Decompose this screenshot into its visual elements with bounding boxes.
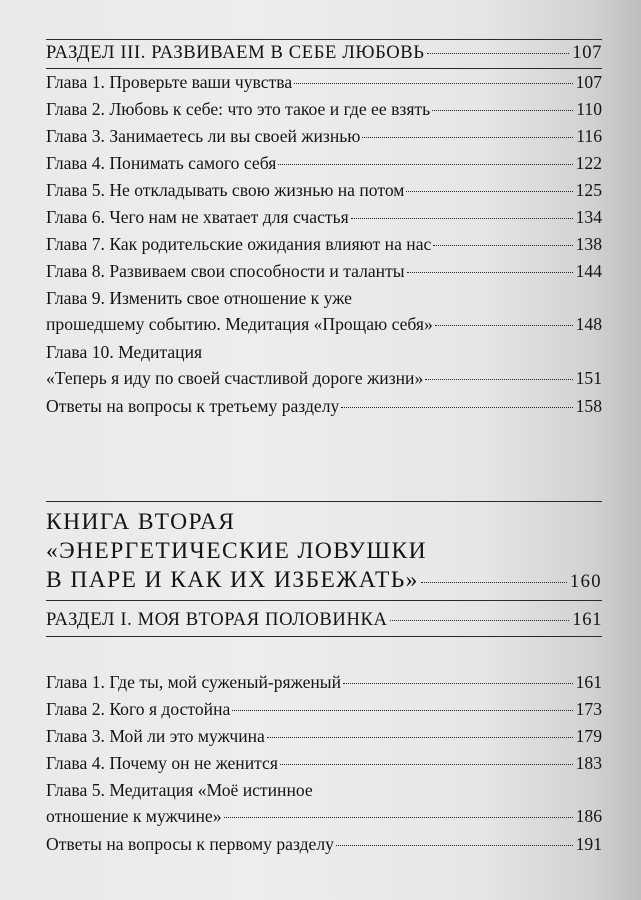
- section-rule-bottom: [46, 636, 602, 637]
- dot-leader: [351, 218, 573, 219]
- toc-entry: [46, 696, 602, 722]
- page-number: 107: [575, 72, 602, 92]
- dot-leader: [294, 83, 572, 84]
- entry-title: Глава 6. Чего нам не хватает для счастья: [46, 207, 349, 227]
- page-number: 183: [575, 753, 602, 773]
- toc-entry: [46, 177, 602, 203]
- book-title-line-1: КНИГА ВТОРАЯ: [46, 509, 236, 535]
- dot-leader: [362, 137, 573, 138]
- entry-title: Ответы на вопросы к первому разделу: [46, 834, 334, 854]
- toc-entry: [46, 231, 602, 257]
- dot-leader: [267, 737, 573, 738]
- entry-title: Глава 3. Мой ли это мужчина: [46, 726, 265, 746]
- dot-leader: [427, 53, 570, 54]
- entry-title: Глава 2. Любовь к себе: что это такое и где ее взять: [46, 99, 431, 119]
- dot-leader: [232, 710, 572, 711]
- page-number: 161: [572, 609, 602, 630]
- entry-title: Глава 1. Где ты, мой суженый-ряженый: [46, 672, 342, 692]
- toc-entry: [46, 723, 602, 749]
- entry-title-line-2: отношение к мужчине»: [46, 806, 222, 826]
- section-title: РАЗДЕЛ III. РАЗВИВАЕМ В СЕБЕ ЛЮБОВЬ: [46, 42, 425, 63]
- dot-leader: [435, 325, 573, 326]
- dot-leader: [425, 379, 572, 380]
- dot-leader: [433, 245, 572, 246]
- toc-entry: [46, 204, 602, 230]
- entry-title: Глава 5. Не откладывать свою жизнью на потом: [46, 180, 405, 200]
- dot-leader: [280, 764, 573, 765]
- page-number: 107: [572, 42, 602, 63]
- page-number: 173: [575, 699, 602, 719]
- toc-entry: [46, 339, 602, 391]
- book-title-line-2: «ЭНЕРГЕТИЧЕСКИЕ ЛОВУШКИ: [46, 538, 427, 564]
- entry-title: Глава 8. Развиваем свои способности и таланты: [46, 261, 405, 281]
- page-number: 158: [575, 396, 602, 416]
- dot-leader: [278, 164, 572, 165]
- toc-entry: [46, 69, 602, 95]
- page-number: 144: [575, 261, 602, 281]
- toc-entry: [46, 285, 602, 337]
- page-number: 110: [576, 99, 602, 119]
- page-number: 134: [575, 207, 602, 227]
- page-number: 148: [575, 314, 602, 334]
- toc-entry: [46, 258, 602, 284]
- book-rule-top: [46, 501, 602, 502]
- page-number: 179: [575, 726, 602, 746]
- page-number: 151: [575, 368, 602, 388]
- entry-title: Ответы на вопросы к третьему разделу: [46, 396, 340, 416]
- entry-title: Глава 4. Понимать самого себя: [46, 153, 277, 173]
- page-number: 138: [575, 234, 602, 254]
- toc-entry: [46, 669, 602, 695]
- page-number: 125: [575, 180, 602, 200]
- dot-leader: [224, 817, 573, 818]
- dot-leader: [406, 191, 572, 192]
- table-of-contents: [46, 0, 602, 900]
- page-number: 191: [575, 834, 602, 854]
- entry-title-line-2: «Теперь я иду по своей счастливой дороге жизни»: [46, 368, 424, 388]
- section-heading: [46, 606, 602, 634]
- entry-title: Глава 7. Как родительские ожидания влияют на нас: [46, 234, 432, 254]
- entry-title: Глава 1. Проверьте ваши чувства: [46, 72, 293, 92]
- entry-title-line-1: Глава 5. Медитация «Моё истинное: [46, 780, 313, 800]
- dot-leader: [336, 845, 573, 846]
- toc-entry: [46, 831, 602, 857]
- toc-entry: [46, 393, 602, 419]
- entry-title: Глава 2. Кого я достойна: [46, 699, 231, 719]
- dot-leader: [341, 407, 572, 408]
- dot-leader: [343, 683, 573, 684]
- book-heading: [46, 508, 602, 596]
- page-number: 116: [576, 126, 602, 146]
- dot-leader: [390, 620, 570, 621]
- toc-entry: [46, 750, 602, 776]
- dot-leader: [421, 582, 567, 583]
- section-title: РАЗДЕЛ I. МОЯ ВТОРАЯ ПОЛОВИНКА: [46, 609, 388, 630]
- toc-entry: [46, 96, 602, 122]
- dot-leader: [407, 272, 573, 273]
- entry-title-line-1: Глава 9. Изменить свое отношение к уже: [46, 288, 352, 308]
- page-number: 122: [575, 153, 602, 173]
- page-number: 160: [569, 571, 602, 592]
- entry-title: Глава 3. Занимаетесь ли вы своей жизнью: [46, 126, 361, 146]
- page-number: 161: [575, 672, 602, 692]
- toc-entry: [46, 123, 602, 149]
- page-number: 186: [575, 806, 602, 826]
- book-title-line-3: В ПАРЕ И КАК ИХ ИЗБЕЖАТЬ»: [46, 567, 419, 593]
- dot-leader: [432, 110, 573, 111]
- book-rule-bottom: [46, 600, 602, 601]
- toc-entry: [46, 777, 602, 829]
- toc-entry: [46, 150, 602, 176]
- entry-title: Глава 4. Почему он не женится: [46, 753, 278, 773]
- entry-title-line-2: прошедшему событию. Медитация «Прощаю себя»: [46, 314, 433, 334]
- entry-title-line-1: Глава 10. Медитация: [46, 342, 203, 362]
- section-heading: [46, 39, 602, 67]
